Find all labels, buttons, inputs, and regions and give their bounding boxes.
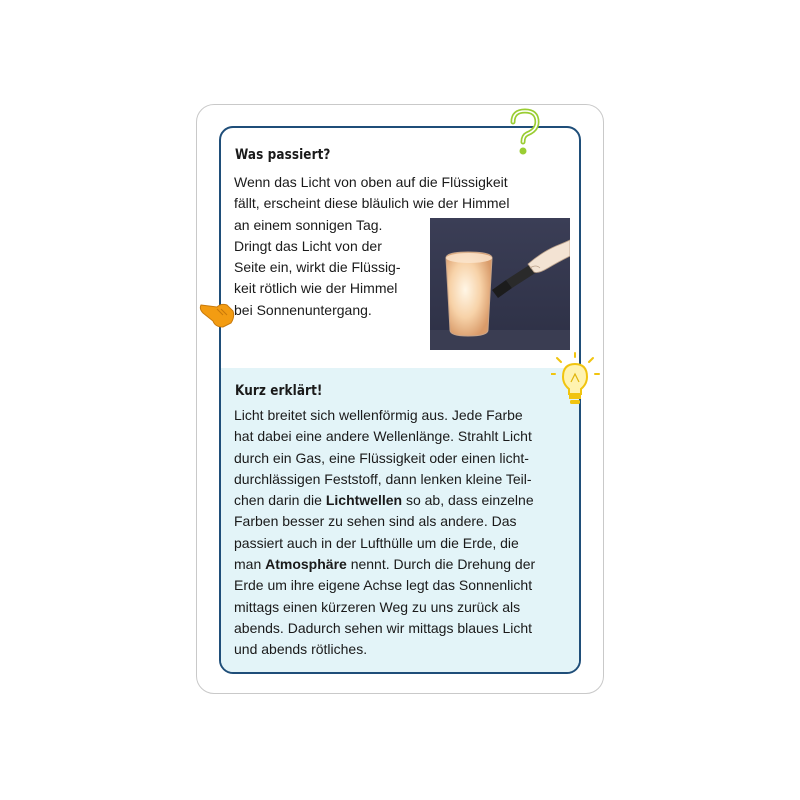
glass-flashlight-illustration: [430, 218, 570, 350]
text-line: Dringt das Licht von der: [234, 237, 382, 254]
text-segment: nennt. Durch die Drehung der: [346, 556, 536, 573]
text-line: Seite ein, wirkt die Flüssig-: [234, 259, 401, 276]
text-line: abends. Dadurch sehen wir mittags blaues Licht: [234, 619, 533, 636]
text-line: bei Sonnenuntergang.: [234, 301, 372, 318]
lightbulb-icon: [551, 352, 601, 410]
text-line: passiert auch in der Lufthülle um die Erde, die: [234, 534, 519, 551]
text-segment: man: [234, 556, 266, 573]
explanation-text: [234, 405, 535, 661]
text-line: [234, 554, 535, 575]
text-line: an einem sonnigen Tag.: [234, 216, 383, 233]
section-heading-kurz-erklaert: Kurz erklärt!: [235, 383, 323, 399]
question-mark-icon: [505, 106, 543, 158]
text-line: hat dabei eine andere Wellenlänge. Strahlt Licht: [234, 428, 532, 445]
text-line: Wenn das Licht von oben auf die Flüssigkeit: [234, 174, 508, 190]
text-line: Licht breitet sich wellenförmig aus. Jede Farbe: [234, 407, 523, 423]
text-line: Erde um ihre eigene Achse legt das Sonnenlicht: [234, 577, 533, 594]
text-line: [234, 490, 535, 511]
text-line: durch ein Gas, eine Flüssigkeit oder einen licht-: [234, 449, 529, 466]
section-heading-was-passiert: Was passiert?: [235, 147, 331, 163]
text-line: mittags einen kürzeren Weg zu uns zurück als: [234, 598, 521, 615]
text-segment: so ab, dass einzelne: [402, 492, 534, 509]
text-line: Farben besser zu sehen sind als andere. Das: [234, 513, 517, 530]
keyword-atmosphaere: Atmosphäre: [265, 556, 347, 573]
text-line: keit rötlich wie der Himmel: [234, 280, 398, 297]
text-line: durchlässigen Feststoff, dann lenken kleine Teil-: [234, 470, 532, 487]
text-line: und abends rötliches.: [234, 641, 368, 658]
text-line: fällt, erscheint diese bläulich wie der Himmel: [234, 195, 510, 212]
keyword-lichtwellen: Lichtwellen: [325, 492, 403, 509]
pointing-hand-icon: [199, 297, 235, 329]
text-segment: chen darin die: [234, 492, 326, 509]
